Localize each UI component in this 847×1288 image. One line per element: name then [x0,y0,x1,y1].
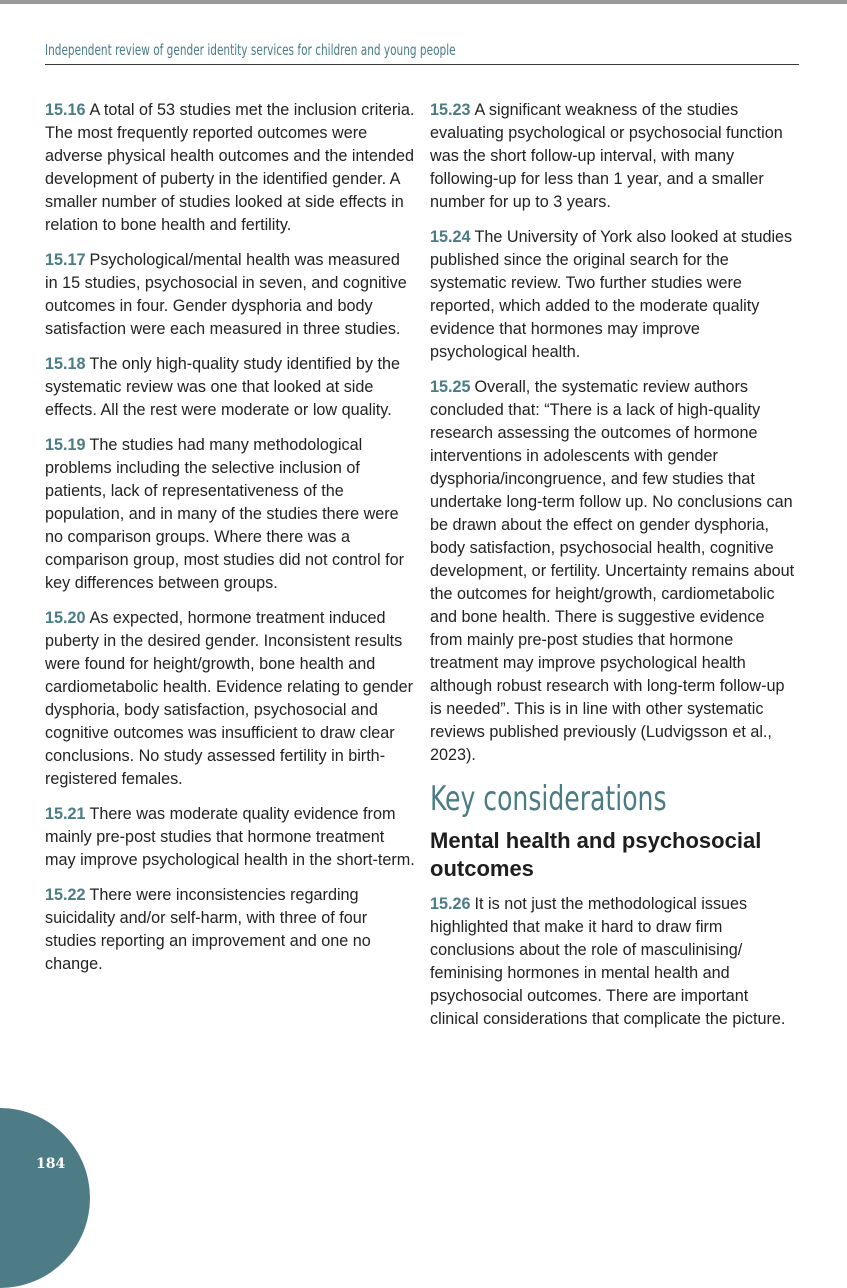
paragraph-number: 15.19 [45,436,86,454]
page-number: 184 [36,1156,66,1172]
left-column [45,99,415,988]
paragraph-number: 15.22 [45,886,86,904]
paragraph-text: A total of 53 studies met the inclusion criteria. The most frequently reported outcomes were adverse physical health outcomes and the intended development of puberty in the identified gender. A smaller number of studies looked at side effects in relation to bone health and fertility. [45,101,415,234]
page-number-tab [0,1108,90,1288]
paragraph-text: The only high-quality study identified by the systematic review was one that looked at side effects. All the rest were moderate or low quality. [45,355,400,419]
paragraph-15-24 [430,226,800,364]
paragraph-15-20 [45,607,415,791]
running-header: Independent review of gender identity services for children and young people [45,41,456,59]
paragraph-text: There was moderate quality evidence from mainly pre-post studies that hormone treatment may improve psychological health in the short-term. [45,805,415,869]
section-heading: Key considerations [430,779,667,819]
paragraph-number: 15.23 [430,101,471,119]
paragraph-15-16 [45,99,415,237]
paragraph-number: 15.16 [45,101,86,119]
paragraph-15-23 [430,99,800,214]
paragraph-15-26 [430,893,800,1031]
paragraph-number: 15.25 [430,378,471,396]
paragraph-text: As expected, hormone treatment induced puberty in the desired gender. Inconsistent results were found for height/growth, bone health and cardiometabolic health. Evidence relating to gender dysphoria, body satisfaction, psychosocial and cognitive outcomes was insufficient to draw clear conclusions. No study assessed fertility in birth-registered females. [45,609,414,788]
paragraph-text: Overall, the systematic review authors concluded that: “There is a lack of high-quality research assessing the outcomes of hormone interventions in adolescents with gender dysphoria/incongruence, and few studies that undertake long-term follow up. No conclusions can be drawn about the effect on gender dysphoria, body satisfaction, psychosocial health, cognitive development, or fertility. Uncertainty remains about the outcomes for height/growth, cardiometabolic and bone health. There is suggestive evidence from mainly pre-post studies that hormone treatment may improve psychological health although robust research with long-term follow-up is needed”. This is in line with other systematic reviews published previously (Ludvigsson et al., 2023). [430,378,795,764]
top-rule [0,0,847,4]
paragraph-number: 15.26 [430,895,471,913]
paragraph-number: 15.24 [430,228,471,246]
paragraph-text: It is not just the methodological issues highlighted that make it hard to draw firm conclusions about the role of masculinising/ feminising hormones in mental health and psychosocial outcomes. There are important clinical considerations that complicate the picture. [430,895,786,1028]
paragraph-number: 15.17 [45,251,86,269]
paragraph-text: There were inconsistencies regarding suicidality and/or self-harm, with three of four studies reporting an improvement and one no change. [45,886,371,973]
paragraph-number: 15.20 [45,609,86,627]
paragraph-number: 15.21 [45,805,86,823]
right-column [430,99,800,1043]
paragraph-text: The University of York also looked at studies published since the original search for the systematic review. Two further studies were reported, which added to the moderate quality evidence that hormones may improve psychological health. [430,228,793,361]
paragraph-15-21 [45,803,415,872]
paragraph-text: The studies had many methodological problems including the selective inclusion of patients, lack of representativeness of the population, and in many of the studies there were no comparison groups. Where there was a comparison group, most studies did not control for key differences between groups. [45,436,405,592]
paragraph-text: A significant weakness of the studies evaluating psychological or psychosocial function was the short follow-up interval, with many following-up for less than 1 year, and a smaller number for up to 3 years. [430,101,783,211]
paragraph-15-17 [45,249,415,341]
sub-heading: Mental health and psychosocial outcomes [430,828,762,881]
paragraph-15-18 [45,353,415,422]
paragraph-15-25 [430,376,800,767]
paragraph-15-22 [45,884,415,976]
paragraph-15-19 [45,434,415,595]
paragraph-text: Psychological/mental health was measured in 15 studies, psychosocial in seven, and cognitive outcomes in four. Gender dysphoria and body satisfaction were each measured in three studies. [45,251,407,338]
paragraph-number: 15.18 [45,355,86,373]
header-divider [45,64,799,65]
